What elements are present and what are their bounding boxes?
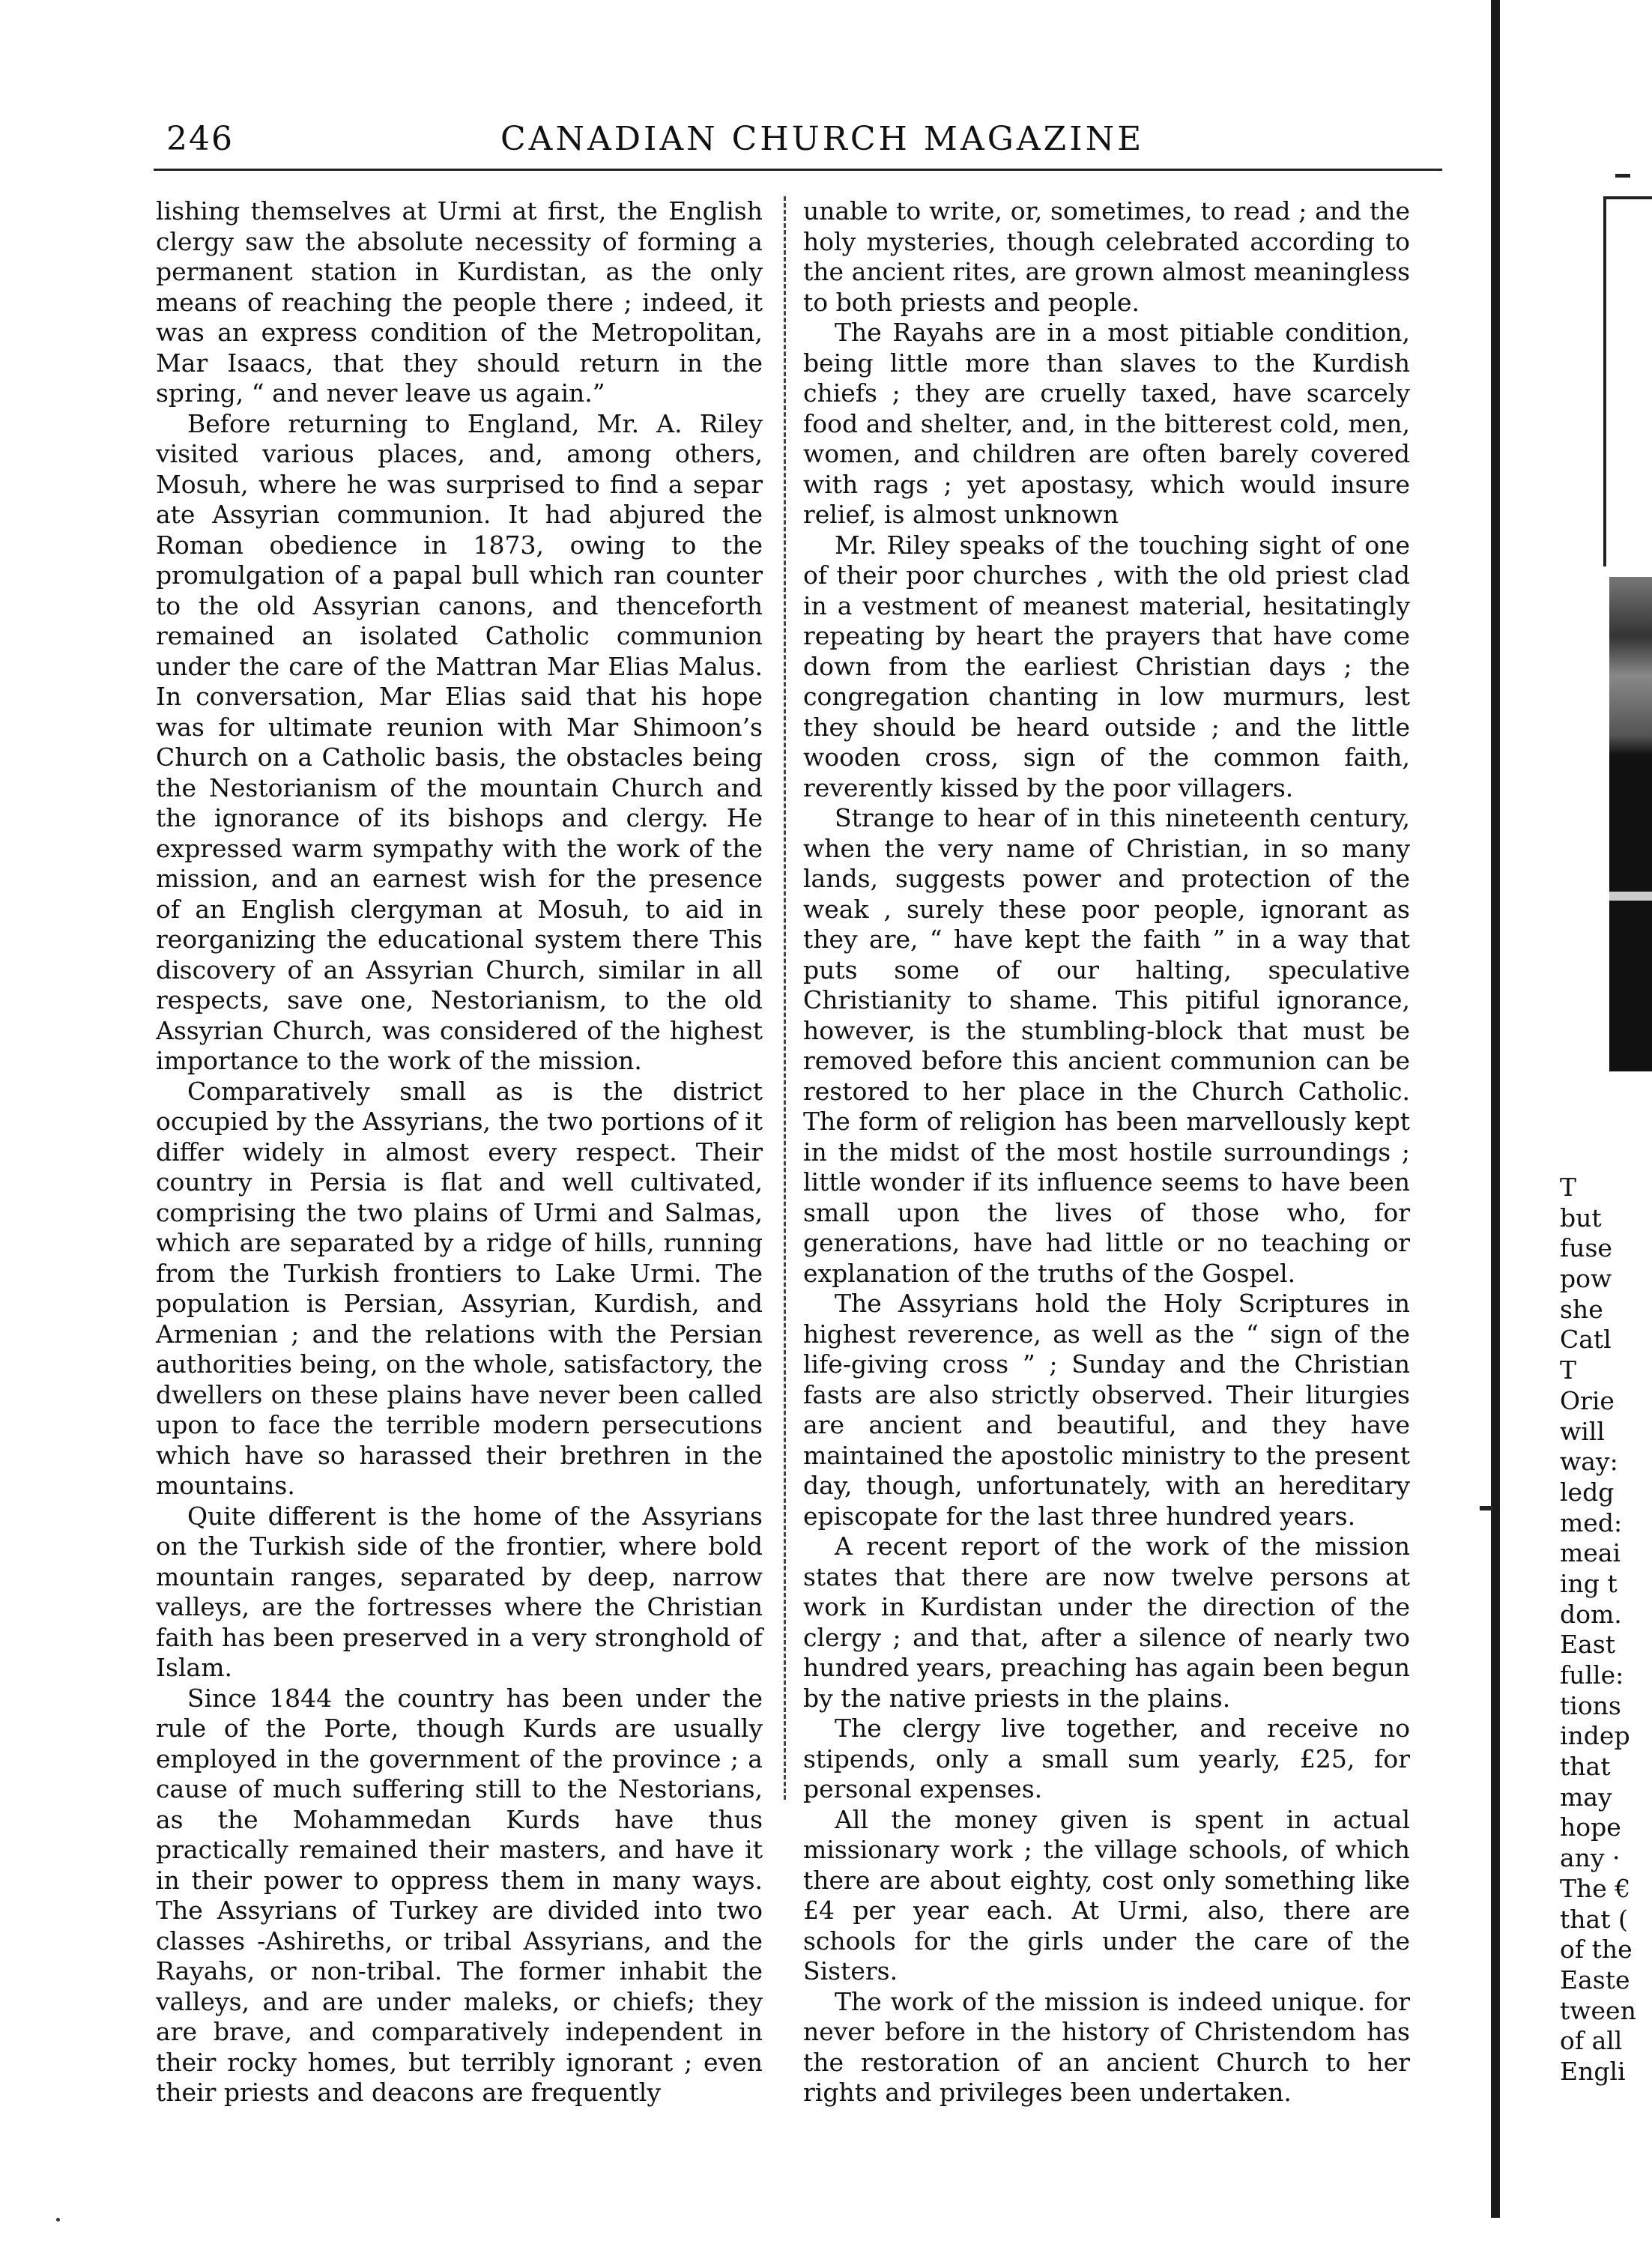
paragraph: The Assyrians hold the Holy Scriptures in highest reverence, as well as the “ sign of the life-giving cross ” ; Sunday and the Christian fasts are also strictly observed. Their liturgies are ancient and beautiful, and they have maintained the apostolic ministry to the present day, though, unfortunately, with an hereditary episcopate for the last three hundred years. [803, 1289, 1410, 1531]
header-rule [154, 169, 1442, 171]
paragraph: All the money given is spent in actual missionary work ; the village schools, of which there are about eighty, cost only something like £4 per year each. At Urmi, also, there are schools for the girls under the care of the Sisters. [803, 1804, 1410, 1986]
paragraph: Before returning to England, Mr. A. Riley visited various places, and, among others, Mosuh, where he was surprised to find a separ ate Assyrian communion. It had abjured the Roman obedience in 1873, owing to the promulgation of a papal bull which ran counter to the old Assyrian canons, and thenceforth remained an isolated Catholic communion under the care of the Mattran Mar Elias Malus. In conversation, Mar Elias said that his hope was for ultimate reunion with Mar Shimoon’s Church on a Catholic basis, the obstacles being the Nestorianism of the mountain Church and the ignorance of its bishops and clergy. He expressed warm sympathy with the work of the mission, and an earnest wish for the presence of an English clergyman at Mosuh, to aid in reorganizing the educational system there This discovery of an Assyrian Church, similar in all respects, save one, Nestorianism, to the old Assyrian Church, was considered of the highest importance to the work of the mission. [156, 408, 763, 1075]
paragraph: Strange to hear of in this nineteenth century, when the very name of Christian, in so many lands, suggests power and protection of the weak , surely these poor people, ignorant as they are, “ have kept the faith ” in a way that puts some of our halting, speculative Christianity to shame. This pitiful ignorance, however, is the stumbling-block that must be removed before this ancient communion can be restored to her place in the Church Catholic. The form of religion has been marvellously kept in the midst of the most hostile surroundings ; little wonder if its influence seems to have been small upon the lives of those who, for generations, have had little or no teaching or explanation of the truths of the Gospel. [803, 803, 1410, 1288]
right-column [803, 196, 1410, 2108]
page-title: CANADIAN CHURCH MAGAZINE [500, 120, 1145, 158]
column-divider [784, 196, 786, 1800]
paragraph: A recent report of the work of the mission states that there are now twelve persons at work in Kurdistan under the direction of the clergy ; and that, after a silence of nearly two hundred years, preaching has again been begun by the native priests in the plains. [803, 1531, 1410, 1713]
page-gutter-shadow [1491, 0, 1500, 2218]
next-page-frame [1603, 196, 1652, 566]
scan-speck [56, 2218, 60, 2222]
left-column [156, 196, 763, 2108]
paragraph: The clergy live together, and receive no stipends, only a small sum yearly, £25, for personal expenses. [803, 1714, 1410, 1803]
next-page-text-fragment: T but fuse pow she Catl T Orie will way: ledg med: meai ing t dom. East fulle: tions indep that may hope any · The € that ( of the Easte tween of all Engli [1560, 1173, 1636, 2086]
paragraph: Since 1844 the country has been under the rule of the Porte, though Kurds are usually employed in the government of the province ; a cause of much suffering still to the Nestorians, as the Mohammedan Kurds have thus practically remained their masters, and have it in their power to oppress them in many ways. The Assyrians of Turkey are divided into two classes -Ashireths, or tribal Assyrians, and the Rayahs, or non-tribal. The former inhabit the valleys, and are under maleks, or chiefs; they are brave, and comparatively independent in their rocky homes, but terribly ignorant ; even their priests and deacons are frequently [156, 1683, 763, 2107]
paragraph: unable to write, or, sometimes, to read ; and the holy mysteries, though celebrated according to the ancient rites, are grown almost meaningless to both priests and people. [803, 196, 1410, 317]
paragraph: Mr. Riley speaks of the touching sight of one of their poor churches , with the old priest clad in a vestment of meanest material, hesitatingly repeating by heart the prayers that have come down from the earliest Christian days ; the congregation chanting in low murmurs, lest they should be heard outside ; and the little wooden cross, sign of the common faith, reverently kissed by the poor villagers. [803, 530, 1410, 802]
paragraph: lishing themselves at Urmi at first, the English clergy saw the absolute necessity of forming a permanent station in Kurdistan, as the only means of reaching the people there ; indeed, it was an express condition of the Metropolitan, Mar Isaacs, that they should return in the spring, “ and never leave us again.” [156, 196, 763, 408]
edge-mark [1615, 174, 1630, 178]
edge-tick [1480, 1506, 1493, 1510]
paragraph: The Rayahs are in a most pitiable condition, being little more than slaves to the Kurdish chiefs ; they are cruelly taxed, have scarcely food and shelter, and, in the bitterest cold, men, women, and children are often barely covered with rags ; yet apostasy, which would insure relief, is almost unknown [803, 318, 1410, 529]
paragraph: Comparatively small as is the district occupied by the Assyrians, the two portions of it differ widely in almost every respect. Their country in Persia is flat and well cultivated, comprising the two plains of Urmi and Salmas, which are separated by a ridge of hills, running from the Turkish frontiers to Lake Urmi. The population is Persian, Assyrian, Kurdish, and Armenian ; and the relations with the Persian authorities being, on the whole, satisfactory, the dwellers on these plains have never been called upon to face the terrible modern persecutions which have so harassed their brethren in the mountains. [156, 1076, 763, 1500]
paragraph: The work of the mission is indeed unique. for never before in the history of Christendom has the restoration of an ancient Church to her rights and privileges been undertaken. [803, 1986, 1410, 2107]
paragraph: Quite different is the home of the Assyrians on the Turkish side of the frontier, where bold mountain ranges, separated by deep, narrow valleys, are the fortresses where the Christian faith has been preserved in a very stronghold of Islam. [156, 1501, 763, 1682]
page-number: 246 [166, 120, 234, 158]
next-page-illustration [1609, 577, 1652, 1071]
